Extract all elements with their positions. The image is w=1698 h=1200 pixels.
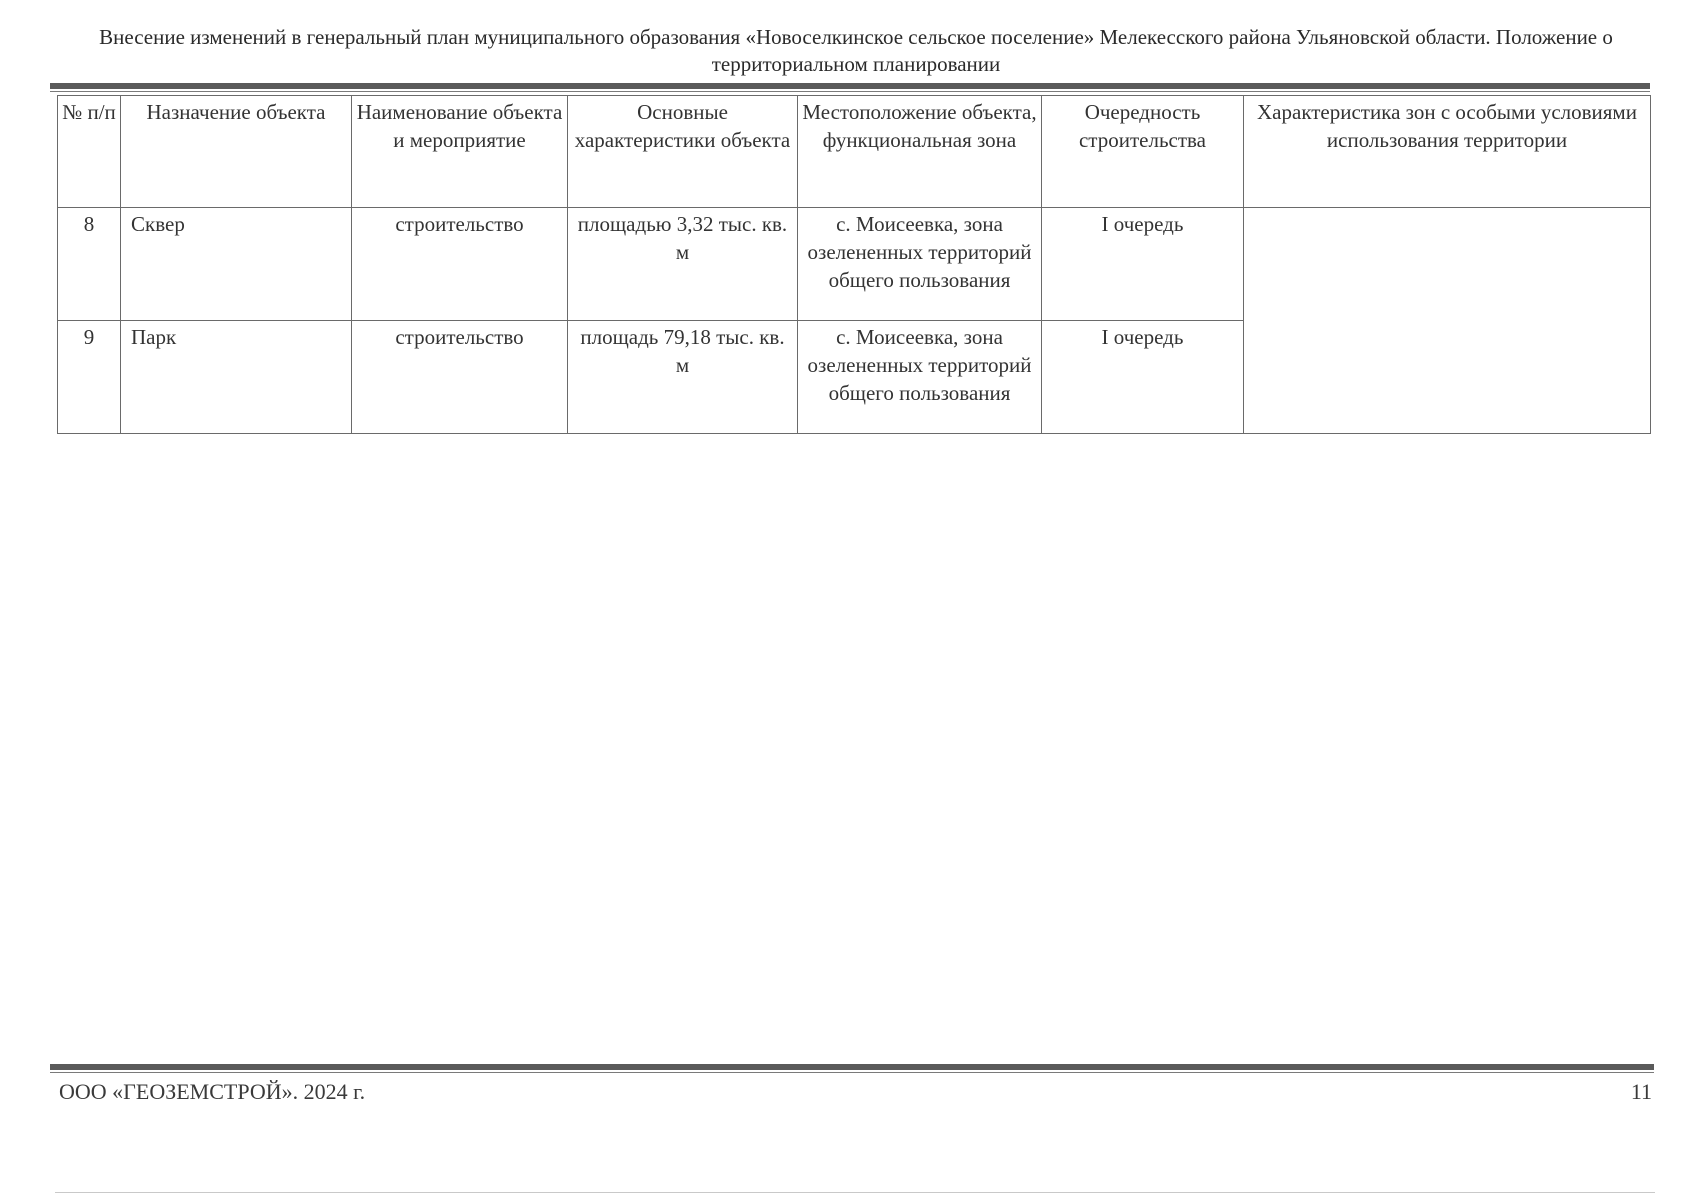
cell-location: с. Моисеевка, зона озелененных территорий общего пользования — [798, 208, 1042, 321]
scan-edge-line — [55, 1192, 1655, 1193]
header-rule-thick — [50, 83, 1650, 89]
cell-purpose: Парк — [121, 321, 352, 434]
column-header-purpose: Назначение объекта — [121, 96, 352, 208]
cell-number: 9 — [58, 321, 121, 434]
cell-stage: I очередь — [1042, 321, 1244, 434]
footer-rule-thick — [50, 1064, 1654, 1070]
territorial-planning-table — [57, 95, 1651, 434]
column-header-stage: Очередность строительства — [1042, 96, 1244, 208]
cell-location: с. Моисеевка, зона озелененных территорий общего пользования — [798, 321, 1042, 434]
column-header-location: Местоположение объекта, функциональная зона — [798, 96, 1042, 208]
table-header-row — [58, 96, 1651, 208]
cell-zones-merged — [1244, 208, 1651, 434]
footer-rule-thin — [50, 1072, 1654, 1073]
cell-number: 8 — [58, 208, 121, 321]
table-row — [58, 208, 1651, 321]
cell-stage: I очередь — [1042, 208, 1244, 321]
column-header-action: Наименование объекта и мероприятие — [352, 96, 568, 208]
page-number: 11 — [1630, 1079, 1652, 1104]
cell-purpose: Сквер — [121, 208, 352, 321]
column-header-characteristics: Основные характеристики объекта — [568, 96, 798, 208]
cell-action: строительство — [352, 208, 568, 321]
footer-company: ООО «ГЕОЗЕМСТРОЙ». 2024 г. — [59, 1079, 366, 1104]
page-header-title: Внесение изменений в генеральный план муниципального образования «Новоселкинское сельское поселение» Мелекесского района Ульяновской области. Положение о территориальном планировании — [99, 25, 1613, 76]
table-body — [58, 208, 1651, 434]
header-rule-thin — [50, 91, 1650, 92]
cell-characteristics: площадью 3,32 тыс. кв. м — [568, 208, 798, 321]
column-header-number: № п/п — [58, 96, 121, 208]
table-header — [58, 96, 1651, 208]
column-header-zones: Характеристика зон с особыми условиями использования территории — [1244, 96, 1651, 208]
cell-action: строительство — [352, 321, 568, 434]
cell-characteristics: площадь 79,18 тыс. кв. м — [568, 321, 798, 434]
